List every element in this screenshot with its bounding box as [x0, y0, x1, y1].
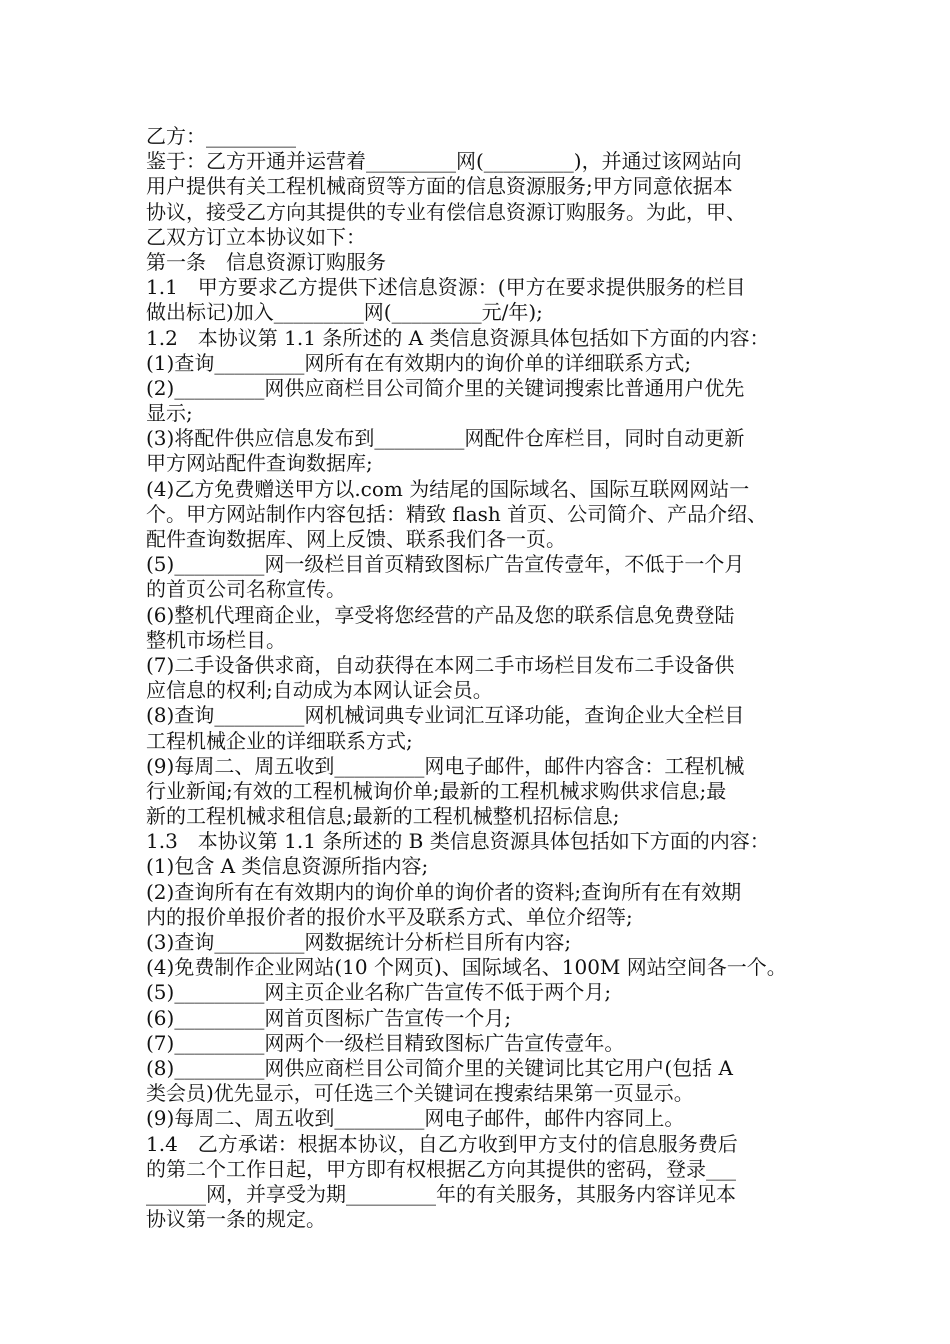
- clause-1-2-item-4-line-1: (4)乙方免费赠送甲方以.com 为结尾的国际域名、国际互联网网站一: [146, 476, 750, 501]
- clause-1-2-item-4-line-3: 配件查询数据库、网上反馈、联系我们各一页。: [146, 527, 566, 551]
- document-body: [146, 124, 810, 1232]
- clause-1-2-item-5-line-1: (5)_________网一级栏目首页精致图标广告宣传壹年，不低于一个月: [146, 552, 745, 577]
- clause-1-2-item-7-line-1: (7)二手设备供求商，自动获得在本网二手市场栏目发布二手设备供: [146, 652, 735, 677]
- clause-1-2-item-8-line-1: (8)查询_________网机械词典专业词汇互译功能，查询企业大全栏目: [146, 703, 745, 728]
- clause-1-3-item-1: (1)包含 A 类信息资源所指内容;: [146, 854, 429, 879]
- clause-1-2-item-5-line-2: 的首页公司名称宣传。: [146, 577, 346, 602]
- clause-1-4-line-4: 协议第一条的规定。: [146, 1207, 326, 1232]
- clause-1-2-item-1: (1)查询_________网所有在有效期内的询价单的详细联系方式;: [146, 350, 692, 375]
- clause-1-2-item-7-line-2: 应信息的权利;自动成为本网认证会员。: [146, 678, 493, 703]
- preamble-line-3: 协议，接受乙方向其提供的专业有偿信息资源订购服务。为此，甲、: [146, 199, 746, 224]
- clause-1-4-line-2: 的第二个工作日起，甲方即有权根据乙方向其提供的密码，登录___: [146, 1156, 736, 1181]
- clause-1-1-line-1: 1.1 甲方要求乙方提供下述信息资源：(甲方在要求提供服务的栏目: [146, 275, 746, 300]
- clause-1-2-item-3-line-2: 甲方网站配件查询数据库;: [146, 451, 373, 476]
- preamble-line-1: 鉴于：乙方开通并运营着_________网(_________)，并通过该网站向: [146, 149, 742, 174]
- clause-1-3-item-8-line-1: (8)_________网供应商栏目公司简介里的关键词比其它用户(包括 A: [146, 1055, 733, 1080]
- article-1-heading: 第一条 信息资源订购服务: [146, 249, 386, 274]
- clause-1-3-item-9: (9)每周二、周五收到_________网电子邮件，邮件内容同上。: [146, 1106, 685, 1131]
- clause-1-2-item-9-line-2: 行业新闻;有效的工程机械询价单;最新的工程机械求购供求信息;最: [146, 778, 727, 803]
- clause-1-2-item-3-line-1: (3)将配件供应信息发布到_________网配件仓库栏目，同时自动更新: [146, 426, 745, 451]
- clause-1-4-line-3: ______网，并享受为期_________年的有关服务，其服务内容详见本: [146, 1181, 736, 1206]
- clause-1-2-item-6-line-2: 整机市场栏目。: [146, 627, 286, 652]
- clause-1-3-item-3: (3)查询_________网数据统计分析栏目所有内容;: [146, 930, 572, 954]
- clause-1-3-item-7: (7)_________网两个一级栏目精致图标广告宣传壹年。: [146, 1030, 625, 1055]
- clause-1-3-heading: 1.3 本协议第 1.1 条所述的 B 类信息资源具体包括如下方面的内容：: [146, 829, 770, 854]
- preamble-line-2: 用户提供有关工程机械商贸等方面的信息资源服务;甲方同意依据本: [146, 174, 733, 199]
- clause-1-3-item-4: (4)免费制作企业网站(10 个网页)、国际域名、100M 网站空间各一个。: [146, 955, 787, 980]
- clause-1-3-item-2-line-1: (2)查询所有在有效期内的询价单的询价者的资料;查询所有在有效期: [146, 879, 742, 904]
- clause-1-2-item-2-line-1: (2)_________网供应商栏目公司简介里的关键词搜索比普通用户优先: [146, 375, 745, 400]
- clause-1-2-item-9-line-3: 新的工程机械求租信息;最新的工程机械整机招标信息;: [146, 804, 620, 829]
- clause-1-2-item-8-line-2: 工程机械企业的详细联系方式;: [146, 728, 413, 753]
- preamble-line-4: 乙双方订立本协议如下：: [146, 224, 366, 249]
- clause-1-2-heading: 1.2 本协议第 1.1 条所述的 A 类信息资源具体包括如下方面的内容：: [146, 325, 770, 350]
- party-b-line: 乙方：_________: [146, 124, 296, 148]
- clause-1-1-line-2: 做出标记)加入_________网(_________元/年);: [146, 300, 543, 325]
- clause-1-2-item-2-line-2: 显示;: [146, 401, 193, 426]
- clause-1-3-item-5: (5)_________网主页企业名称广告宣传不低于两个月;: [146, 980, 612, 1005]
- clause-1-3-item-6: (6)_________网首页图标广告宣传一个月;: [146, 1005, 512, 1030]
- clause-1-4-line-1: 1.4 乙方承诺：根据本协议，自乙方收到甲方支付的信息服务费后: [146, 1131, 738, 1156]
- clause-1-2-item-4-line-2: 个。甲方网站制作内容包括：精致 flash 首页、公司简介、产品介绍、: [146, 501, 768, 526]
- clause-1-3-item-2-line-2: 内的报价单报价者的报价水平及联系方式、单位介绍等;: [146, 904, 633, 929]
- clause-1-2-item-6-line-1: (6)整机代理商企业，享受将您经营的产品及您的联系信息免费登陆: [146, 602, 735, 627]
- clause-1-3-item-8-line-2: 类会员)优先显示，可任选三个关键词在搜索结果第一页显示。: [146, 1081, 694, 1106]
- clause-1-2-item-9-line-1: (9)每周二、周五收到_________网电子邮件，邮件内容含：工程机械: [146, 753, 745, 778]
